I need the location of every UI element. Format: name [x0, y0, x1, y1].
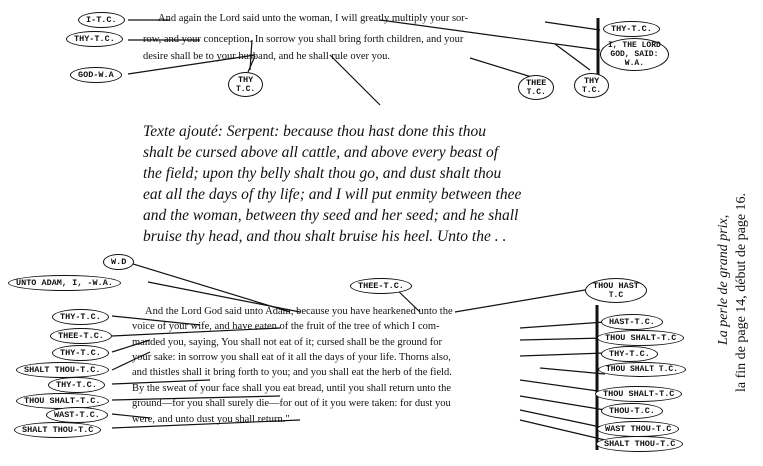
label-line: T.C.: [582, 86, 602, 95]
top-passage-line-3: desire shall be to your husband, and he shall rule over you.: [143, 51, 390, 62]
label-thy-tc-bottom: [228, 72, 263, 97]
caption-line-1: La perle de grand prix,: [716, 214, 731, 345]
bottom-passage-line-4: your sake: in sorrow you shall eat of it all the days of your life. Thorns also,: [132, 352, 451, 363]
added-text-line-2: shalt be cursed above all cattle, and above every beast of: [143, 144, 499, 161]
label-line: T.C: [608, 291, 624, 300]
bottom-passage-line-3: manded you, saying, You shall not eat of it; cursed shall be the ground for: [132, 337, 442, 348]
label-line: THEE: [526, 78, 547, 88]
bottom-passage-line-1: And the Lord God said unto Adam, because you have hearkened unto the: [145, 306, 453, 317]
label-line: I, THE LORD: [608, 41, 661, 50]
added-text-line-1: Texte ajouté: Serpent: because thou hast done this thou: [143, 123, 486, 140]
label-right-5: THOU SHALT-T.C: [595, 386, 682, 402]
label-thee-tc-bottom: THEE-T.C.: [350, 278, 412, 294]
added-text-line-3: the field; upon thy belly shalt thou go, and dust shalt thou: [143, 165, 502, 182]
label-right-3: THY-T.C.: [601, 346, 658, 362]
label-left-3: THY-T.C.: [52, 345, 109, 361]
added-text-line-4: eat all the days of thy life; and I will put enmity between thee: [143, 186, 522, 203]
label-left-4: SHALT THOU-T.C.: [16, 362, 109, 378]
label-left-7: WAST-T.C.: [46, 407, 108, 423]
label-right-1: HAST-T.C.: [601, 314, 663, 330]
label-line: T.C.: [526, 88, 546, 97]
label-line: T.C.: [236, 85, 256, 94]
label-wd: W.D: [103, 254, 134, 270]
label-right-4: [598, 362, 686, 377]
bottom-passage-line-6: By the sweat of your face shall you eat bread, until you shall return unto the: [132, 383, 451, 394]
label-right-6: THOU-T.C.: [601, 403, 663, 419]
top-passage-line-2: row, and your conception. In sorrow you shall bring forth children, and your: [143, 34, 464, 45]
label-right-7: WAST THOU-T.C: [597, 421, 679, 437]
label-god-wa: GOD-W.A: [70, 67, 122, 83]
label-left-5: THY-T.C.: [48, 377, 105, 393]
bottom-passage-line-2: voice of your wife, and have eaten of the fruit of the tree of which I com-: [132, 321, 440, 332]
label-left-1: THY-T.C.: [52, 309, 109, 325]
label-thou-hast: [585, 278, 647, 303]
label-right-8: SHALT THOU-T.C: [596, 436, 683, 452]
label-i-tc: I-T.C.: [78, 12, 125, 28]
label-line: THY: [583, 76, 600, 86]
label-left-6: THOU SHALT-T.C.: [16, 393, 109, 409]
caption-line-2: la fin de page 14, début de page 16.: [734, 192, 749, 392]
label-i-the-lord: [600, 38, 669, 71]
label-line: GOD, SAID:: [610, 50, 659, 59]
top-passage-line-1: And again the Lord said unto the woman, I will greatly multiply your sor-: [158, 13, 469, 24]
label-thy-tc-right-small: [574, 73, 609, 98]
label-right-2: THOU SHALT-T.C: [597, 330, 684, 346]
label-thy-tc-left: THY-T.C.: [66, 31, 123, 47]
label-thy-tc-right: THY-T.C.: [603, 21, 660, 37]
bottom-passage-line-8: were, and unto dust you shall return.": [132, 414, 290, 425]
label-line: THOU HAST: [593, 281, 639, 291]
bottom-passage-line-7: ground—for you shall surely die—for out of it you were taken: for dust you: [132, 398, 451, 409]
label-unto-adam: UNTO ADAM, I, -W.A.: [8, 275, 121, 291]
added-text-line-5: and the woman, between thy seed and her seed; and he shall: [143, 207, 519, 224]
bottom-passage-line-5: and thistles shall it bring forth to you; and you shall eat the herb of the field.: [132, 367, 452, 378]
label-left-2: THEE-T.C.: [50, 328, 112, 344]
label-line: W.A.: [624, 59, 644, 68]
label-line: THY: [237, 75, 254, 85]
label-left-8: SHALT THOU-T.C: [14, 422, 101, 438]
label-line: THOU SHALT T.C.: [606, 365, 679, 374]
added-text-line-6: bruise thy head, and thou shalt bruise his heel. Unto the . .: [143, 228, 507, 245]
